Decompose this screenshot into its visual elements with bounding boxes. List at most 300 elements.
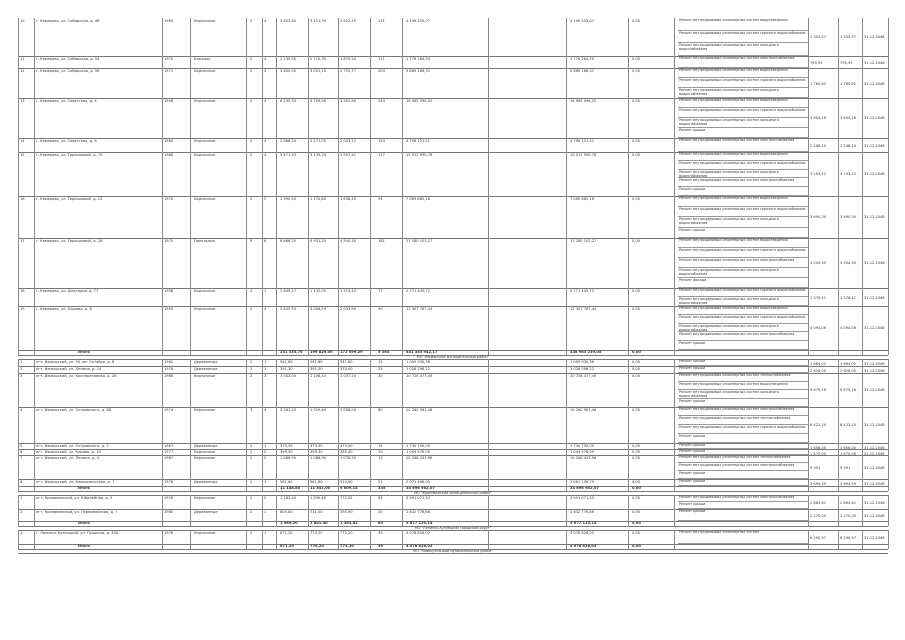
cell-res: 10 <box>378 450 383 454</box>
cell-a1: 11 148,80 <box>280 486 301 490</box>
cell-cost: 2 071 496,05 <box>406 480 431 484</box>
cell-a3: 2 755,77 <box>340 69 357 73</box>
cell-ent: 1 <box>264 510 267 514</box>
cell-fl: 5 <box>250 307 253 311</box>
cell-ent: 4 <box>264 408 267 412</box>
table-row <box>18 196 888 239</box>
cell-uyr: 31.12.2048 <box>864 388 885 393</box>
cell-a1: 231 335,70 <box>280 350 303 354</box>
cell-num: 13 <box>20 99 25 103</box>
cell-pct: 0,00 <box>632 360 641 364</box>
cell-a2: 373,30 <box>310 444 323 448</box>
cell-res: 94 <box>378 197 383 201</box>
work-item: Ремонт крыши <box>678 479 808 486</box>
work-item: Ремонт внутридомовых инженерных систем электроснабжения <box>678 138 808 152</box>
cell-a1: 3 450,00 <box>280 69 297 73</box>
cell-a3: 1 879,20 <box>340 57 357 61</box>
cell-a3: 773,20 <box>340 531 353 535</box>
cell-ulim: 3 504,30 <box>840 260 857 265</box>
cell-ent: 1 <box>264 367 267 371</box>
work-item: Ремонт внутридомовых инженерных систем горячего водоснабжения <box>678 31 808 44</box>
cell-mat: Кирпичные <box>194 496 216 500</box>
work-item: Ремонт внутридомовых инженерных систем холодного водоснабжения <box>678 390 808 399</box>
cell-year: 1959 <box>164 307 174 311</box>
cell-res: 30 <box>378 374 383 378</box>
cell-ulim: 2 270,00 <box>840 514 857 519</box>
cell-year: 1975 <box>164 239 174 243</box>
group-header: МО "Ленинск-Кузнецкий городской округ" <box>18 526 888 531</box>
cell-a1: 1 302,00 <box>280 374 297 378</box>
cell-ulim: 3 604,16 <box>840 116 857 120</box>
cell-year: 1986 <box>164 374 174 378</box>
work-item: Ремонт внутридомовых инженерных систем горячего водоснабжения <box>678 425 808 434</box>
cell-ucost: 1 376,41 <box>810 296 827 301</box>
cell-addr: г. Кемерово, ул. Сибирская, д. 48 <box>36 19 100 23</box>
cell-a3: 2 033,90 <box>340 307 357 311</box>
cell-a2: 1 108,40 <box>310 374 327 378</box>
cell-pct: 0,00 <box>632 153 641 157</box>
cell-a2: 711,00 <box>310 510 323 514</box>
work-item: Ремонт крыши <box>678 434 808 443</box>
cell-pct: 0,00 <box>632 510 641 514</box>
cell-pct: 0,00 <box>632 350 641 354</box>
cell-res: 60 <box>378 408 383 412</box>
cell-ucost: 3 604,16 <box>810 116 827 120</box>
cell-mat: Панельные <box>194 239 216 243</box>
cell-addr: г. Кемерово, ул. Терешковой, д. 22 <box>36 197 103 201</box>
cell-ent: 4 <box>264 69 267 73</box>
cell-res: 25 <box>378 367 383 371</box>
total-label: Итого <box>78 544 90 548</box>
table-row <box>18 68 888 99</box>
cell-a1: 2 235,90 <box>280 57 297 61</box>
cell-year: 1978 <box>164 367 174 371</box>
cell-pct: 0,00 <box>632 239 641 243</box>
cell-ulim: 3 990,30 <box>840 214 857 219</box>
cell-uyr: 31.12.2048 <box>864 171 885 176</box>
cell-a2: 399,30 <box>310 450 323 454</box>
cell-uyr: 31.12.2048 <box>864 482 885 487</box>
cell-uyr: 31.12.2048 <box>864 325 885 330</box>
work-item: Ремонт крыши <box>678 187 808 196</box>
cell-addr: пгт. Ижморский, ул. Островского, д. 88 <box>36 408 112 412</box>
cell-addr: пгт. Ижморский, ул. Ленина, д. 4 <box>36 456 100 460</box>
work-item: Ремонт внутридомовых инженерных систем электроснабжения <box>678 258 808 268</box>
cell-a1: 373,30 <box>280 444 293 448</box>
work-item: Ремонт внутридомовых инженерных систем горячего водоснабжения <box>678 288 808 297</box>
cell-ucost: 790,95 <box>810 61 823 66</box>
cell-cost: 7 069 685,16 <box>406 197 431 201</box>
cell-ent: 4 <box>264 153 267 157</box>
cell-uyr: 31.12.2048 <box>864 214 885 219</box>
cell-pct: 0,00 <box>632 99 641 103</box>
work-item: Ремонт внутридомовых инженерных систем холодного водоснабжения <box>678 217 808 228</box>
cell-a3: 1 037,20 <box>340 374 357 378</box>
cell-a2: 199 829,00 <box>310 350 333 354</box>
cell-res: 181 <box>378 239 385 243</box>
table-row <box>18 455 888 480</box>
work-item: Ремонт внутридомовых инженерных систем электроснабжения <box>678 332 808 341</box>
cell-sum: 438 963 239,05 <box>570 350 602 354</box>
cell-fl: 5 <box>250 197 253 201</box>
cell-cost: 12 307 787,44 <box>406 307 433 311</box>
cell-a2: 1 801,40 <box>310 521 328 525</box>
cell-a2: 561,60 <box>310 480 323 484</box>
cell-fl: 2 <box>250 510 253 514</box>
cell-mat: Кирпичные <box>194 153 216 157</box>
cell-pct: 0,00 <box>632 450 641 454</box>
cell-addr: пгт. Ижморский, ул. Кирова, д. 10 <box>36 450 101 454</box>
cell-num: 17 <box>20 239 25 243</box>
cell-a3: 2 907,41 <box>340 153 357 157</box>
cell-year: 1969 <box>164 19 174 23</box>
cell-year: 1970 <box>164 496 174 500</box>
cell-a3: 512,00 <box>340 480 353 484</box>
cell-a3: 370,00 <box>340 444 353 448</box>
cell-uyr: 31.12.2048 <box>864 501 885 506</box>
work-item: Ремонт фасада <box>678 278 808 288</box>
cell-a3: 590,90 <box>340 510 353 514</box>
cell-a2: 1 132,00 <box>310 289 327 293</box>
total-label: Итого <box>78 521 90 525</box>
cell-year: 1967 <box>164 444 174 448</box>
cell-fl: 2 <box>250 450 253 454</box>
cell-a1: 399,30 <box>280 450 293 454</box>
cell-num: 11 <box>20 57 25 61</box>
cell-cost: 10 012 990,78 <box>406 153 433 157</box>
cell-num: 2 <box>20 510 23 514</box>
cell-num: 6 <box>20 450 23 454</box>
cell-cost: 10 260 981,46 <box>406 408 433 412</box>
work-item: Ремонт внутридомовых инженерных систем электроснабжения <box>678 495 808 502</box>
cell-a3: 1 363,82 <box>340 521 358 525</box>
cell-a1: 3 471,93 <box>280 153 297 157</box>
cell-mat: Деревянные <box>194 360 218 364</box>
cell-ulim: 1 376,41 <box>840 296 857 301</box>
cell-fl: 5 <box>250 69 253 73</box>
cell-sum: 4 078 826,02 <box>570 544 597 548</box>
cell-mat: Кирпичные <box>194 307 216 311</box>
cell-cost: 34 696 982,07 <box>406 486 435 490</box>
work-item: Ремонт внутридомовых инженерных систем холодного водоснабжения <box>678 268 808 278</box>
cell-mat: Кирпичные <box>194 531 216 535</box>
cell-ucost: 1 760,62 <box>810 81 827 86</box>
cell-num: 5 <box>20 444 23 448</box>
cell-a2: 3 135,29 <box>310 153 327 157</box>
cell-mat: Блочные <box>194 57 211 61</box>
cell-cost: 1 009 930,36 <box>406 360 431 364</box>
cell-mat: Кирпичные <box>194 69 216 73</box>
cell-a1: 3 261,20 <box>280 408 297 412</box>
cell-cost: 2 771 449,72 <box>406 289 431 293</box>
cell-ent: 4 <box>264 139 267 143</box>
cell-a3: 773,20 <box>340 544 354 548</box>
cell-sum: 34 696 982,07 <box>570 486 599 490</box>
cell-fl: 2 <box>250 367 253 371</box>
cell-pct: 0,00 <box>632 521 641 525</box>
cell-uyr: 31.12.2048 <box>864 116 885 120</box>
cell-mat: Деревянные <box>194 510 218 514</box>
cell-a2: 1 770,80 <box>310 197 327 201</box>
cell-year: 1966 <box>164 153 174 157</box>
cell-ucost: 1 470,00 <box>810 451 827 456</box>
cell-num: 12 <box>20 69 25 73</box>
cell-a3: 1 638,45 <box>340 197 357 201</box>
cell-cost: 17 280 103,27 <box>406 239 433 243</box>
cell-ent: 2 <box>264 450 267 454</box>
cell-a2: 3 111,30 <box>310 19 327 23</box>
cell-ulim: 1 353,57 <box>840 35 857 40</box>
work-item: Ремонт внутридомовых инженерных систем холодного водоснабжения <box>678 118 808 128</box>
work-item: Ремонт внутридомовых инженерных систем холодного водоснабжения <box>678 297 808 306</box>
table-row <box>18 138 888 153</box>
cell-year: 1971 <box>164 69 174 73</box>
cell-a2: 1 529,69 <box>310 408 327 412</box>
cell-a2: 4 709,90 <box>310 99 327 103</box>
cell-uyr: 31.12.2048 <box>864 296 885 301</box>
cell-a2: 3 006,20 <box>310 307 327 311</box>
work-item: Ремонт внутридомовых инженерных систем горячего водоснабжения <box>678 248 808 258</box>
cell-mat: Кирпичные <box>194 99 216 103</box>
cell-fl: 2 <box>250 480 253 484</box>
table-row <box>18 98 888 139</box>
cell-ucost: 1 353,57 <box>810 35 827 40</box>
cell-ulim: 3 694,59 <box>840 482 857 487</box>
cell-sum: 1 730 750,00 <box>570 444 595 448</box>
cell-ulim: 1 656,00 <box>840 445 857 450</box>
cell-res: 204 <box>378 69 385 73</box>
cell-year: 1978 <box>164 480 174 484</box>
cell-year: 1958 <box>164 99 174 103</box>
cell-sum: 4 149 255,07 <box>570 19 595 23</box>
work-item: Ремонт внутридомовых инженерных систем водоотведения <box>678 18 808 31</box>
cell-res: 244 <box>378 99 385 103</box>
cell-a3: 541,80 <box>340 360 353 364</box>
cell-uyr: 31.12.2048 <box>864 514 885 519</box>
cell-mat: Кирпичные <box>194 139 216 143</box>
cell-res: 20 <box>378 510 383 514</box>
work-item: Ремонт внутридомовых инженерных систем горячего водоснабжения <box>678 161 808 170</box>
cell-ucost: 2 628,00 <box>810 369 827 374</box>
work-item: Ремонт внутридомовых инженерных систем теплоснабжения <box>678 373 808 382</box>
cell-ucost: 3 694,59 <box>810 482 827 487</box>
cell-sum: 10 208 433,96 <box>570 456 597 460</box>
cell-ucost: 9 679,16 <box>810 388 827 393</box>
cell-mat: Деревянные <box>194 367 218 371</box>
cell-a3: 2 043,12 <box>340 139 357 143</box>
cell-year: 1974 <box>164 408 174 412</box>
work-item: Ремонт внутридомовых инженерных систем электроснабжения <box>678 178 808 187</box>
cell-ucost: 3 504,30 <box>810 260 827 265</box>
total-label: Итого <box>78 486 90 490</box>
work-item: Ремонт внутридомовых инженерных систем холодного водоснабжения <box>678 43 808 56</box>
cell-ulim: 6 290,97 <box>840 536 857 541</box>
work-item: Ремонт внутридомовых инженерных систем водоотведения <box>678 68 808 78</box>
cell-uyr: 31.12.2048 <box>864 260 885 265</box>
cell-num: 18 <box>20 289 25 293</box>
cell-sum: 12 307 787,44 <box>570 307 597 311</box>
work-item: Ремонт внутридомовых инженерных систем электроснабжения <box>678 463 808 471</box>
cell-addr: пгт. Ижморский, ул. Островского, д. 2 <box>36 444 109 448</box>
work-item: Ремонт крыши <box>678 443 808 449</box>
cell-mat: Кирпичные <box>194 456 216 460</box>
cell-ent: 1 <box>264 444 267 448</box>
cell-ulim: 9 391 <box>840 465 851 470</box>
cell-year: 1987 <box>164 456 174 460</box>
cell-sum: 1 044 576,09 <box>570 450 595 454</box>
work-item: Ремонт внутридомовых инженерных систем электроснабжения <box>678 407 808 416</box>
cell-mat: Деревянные <box>194 480 218 484</box>
cell-sum: 5 869 186,31 <box>570 69 595 73</box>
cell-pct: 0,00 <box>632 444 641 448</box>
cell-ucost: 2 864,61 <box>810 501 827 506</box>
cell-res: 9 364 <box>378 350 390 354</box>
cell-sum: 16 965 096,02 <box>570 99 597 103</box>
cell-addr: г. Кемерово, ул. Терешковой, д. 28 <box>36 239 103 243</box>
work-item: Ремонт внутридомовых инженерных систем водоотведения <box>678 306 808 315</box>
work-item: Ремонт внутридомовых инженерных систем водоотведения <box>678 196 808 207</box>
cell-year: 1958 <box>164 289 174 293</box>
cell-a1: 871,20 <box>280 531 293 535</box>
cell-res: 43 <box>378 496 383 500</box>
cell-pct: 0,00 <box>632 486 641 490</box>
cell-ent: 1 <box>264 289 267 293</box>
work-item: Ремонт внутридомовых инженерных систем горячего водоснабжения <box>678 78 808 88</box>
cell-res: 124 <box>378 139 385 143</box>
cell-a1: 541,80 <box>280 360 293 364</box>
cell-res: 131 <box>378 19 385 23</box>
cell-ent: 2 <box>264 496 267 500</box>
work-item: Ремонт внутридомовых инженерных систем <box>678 530 808 544</box>
cell-addr: г. Ленинск-Кузнецкий, ул. Пушкина, д. 40А <box>36 531 119 535</box>
cell-res: 39 <box>378 531 383 535</box>
cell-fl: 2 <box>250 531 253 535</box>
cell-fl: 5 <box>250 19 253 23</box>
cell-fl: 2 <box>250 496 253 500</box>
cell-mat: Кирпичные <box>194 197 216 201</box>
cell-num: 1 <box>20 531 23 535</box>
cell-a1: 561,60 <box>280 480 293 484</box>
cell-sum: 1 028 298,22 <box>570 367 595 371</box>
cell-res: 63 <box>378 521 384 525</box>
cell-ucost: 6 422,20 <box>810 423 827 428</box>
cell-num: 19 <box>20 307 25 311</box>
cell-cost: 4 149 255,07 <box>406 19 431 23</box>
table-row <box>18 288 888 307</box>
cell-res: 39 <box>378 544 384 548</box>
cell-year: 1970 <box>164 197 174 201</box>
work-item: Ремонт крыши <box>678 509 808 521</box>
cell-a1: 805,80 <box>280 510 293 514</box>
cell-a2: 11 341,00 <box>310 486 331 490</box>
cell-uyr: 31.12.2046 <box>864 445 885 450</box>
cell-a2: 541,80 <box>310 360 323 364</box>
cell-ulim: 1 470,00 <box>840 451 857 456</box>
cell-mat: Кирпичные <box>194 408 216 412</box>
cell-a1: 1 990,50 <box>280 197 297 201</box>
cell-ent: 1 <box>264 360 267 364</box>
cell-ucost: 1 864,02 <box>810 362 827 367</box>
work-item: Ремонт внутридомовых инженерных систем горячего водоснабжения <box>678 207 808 218</box>
cell-num: 1 <box>20 496 23 500</box>
cell-ulim: 9 679,16 <box>840 388 857 393</box>
cell-sum: 4 078 826,02 <box>570 531 595 535</box>
cell-cost: 4 078 826,02 <box>406 531 431 535</box>
cell-pct: 0,00 <box>632 374 641 378</box>
cell-year: 1977 <box>164 450 174 454</box>
cell-ucost: 3 193,52 <box>810 171 827 176</box>
cell-sum: 3 991 071,52 <box>570 496 595 500</box>
cell-addr: г. Кемерово, ул. Сибирская, д. 54 <box>36 57 100 61</box>
group-header: МО "Ижморский муниципальный район" <box>18 355 888 360</box>
cell-mat: Кирпичные <box>194 19 216 23</box>
cell-a2: 4 931,20 <box>310 239 327 243</box>
cell-cost: 1 044 576,09 <box>406 450 431 454</box>
cell-sum: 5 677 125,14 <box>570 521 597 525</box>
cell-a2: 1 086,90 <box>310 456 327 460</box>
cell-sum: 1 009 930,36 <box>570 360 595 364</box>
cell-a3: 9 009,14 <box>340 486 358 490</box>
cell-year: 1962 <box>164 360 174 364</box>
work-item: Ремонт крыши <box>678 228 808 239</box>
cell-ent: 4 <box>264 57 267 61</box>
cell-cost: 4 796 121,51 <box>406 139 431 143</box>
cell-ucost: 2 208,10 <box>810 144 827 149</box>
cell-ent: 6 <box>264 239 267 243</box>
cell-ucost: 6 290,97 <box>810 536 827 541</box>
cell-uyr: 31.12.2048 <box>864 61 885 66</box>
work-item: Ремонт крыши <box>678 471 808 479</box>
cell-fl: 5 <box>250 153 253 157</box>
cell-res: 127 <box>378 153 385 157</box>
cell-fl: 2 <box>250 444 253 448</box>
cell-a1: 6 235,33 <box>280 99 297 103</box>
register-table <box>18 18 888 624</box>
cell-num: 1 <box>20 360 23 364</box>
cell-a3: 1 078,30 <box>340 456 357 460</box>
cell-fl: 5 <box>250 139 253 143</box>
work-item: Ремонт внутридомовых инженерных систем водоотведения <box>678 98 808 108</box>
work-item: Ремонт крыши <box>678 341 808 350</box>
cell-ulim: 1 760,62 <box>840 81 857 86</box>
cell-cost: 5 869 186,31 <box>406 69 431 73</box>
cell-cost: 10 208 433,96 <box>406 456 433 460</box>
cell-addr: пгт. Крапивинский, ул. Первомайская, д. 7 <box>36 510 118 514</box>
cell-res: 90 <box>378 307 383 311</box>
cell-ent: 2 <box>264 456 267 460</box>
cell-a2: 2 171,00 <box>310 139 327 143</box>
cell-pct: 0,00 <box>632 531 641 535</box>
cell-a2: 770,20 <box>310 544 324 548</box>
cell-num: 4 <box>20 408 23 412</box>
cell-ent: 2 <box>264 197 267 201</box>
cell-pct: 0,00 <box>632 69 641 73</box>
cell-addr: пгт. Крапивинский, ул. Юбилейная, д. 5 <box>36 496 113 500</box>
cell-ucost: 3 990,30 <box>810 214 827 219</box>
work-item: Ремонт крыши <box>678 128 808 138</box>
cell-pct: 0,00 <box>632 496 641 500</box>
cell-a2: 1 090,40 <box>310 496 327 500</box>
cell-ent: 4 <box>264 307 267 311</box>
table-row <box>18 407 888 444</box>
cell-num: 3 <box>20 374 23 378</box>
cell-a3: 4 540,30 <box>340 239 357 243</box>
cell-pct: 0,00 <box>632 480 641 484</box>
work-item: Ремонт внутридомовых инженерных систем теплоснабжения <box>678 455 808 463</box>
table-row <box>18 238 888 289</box>
cell-fl: 3 <box>250 408 253 412</box>
cell-res: 335 <box>378 486 386 490</box>
